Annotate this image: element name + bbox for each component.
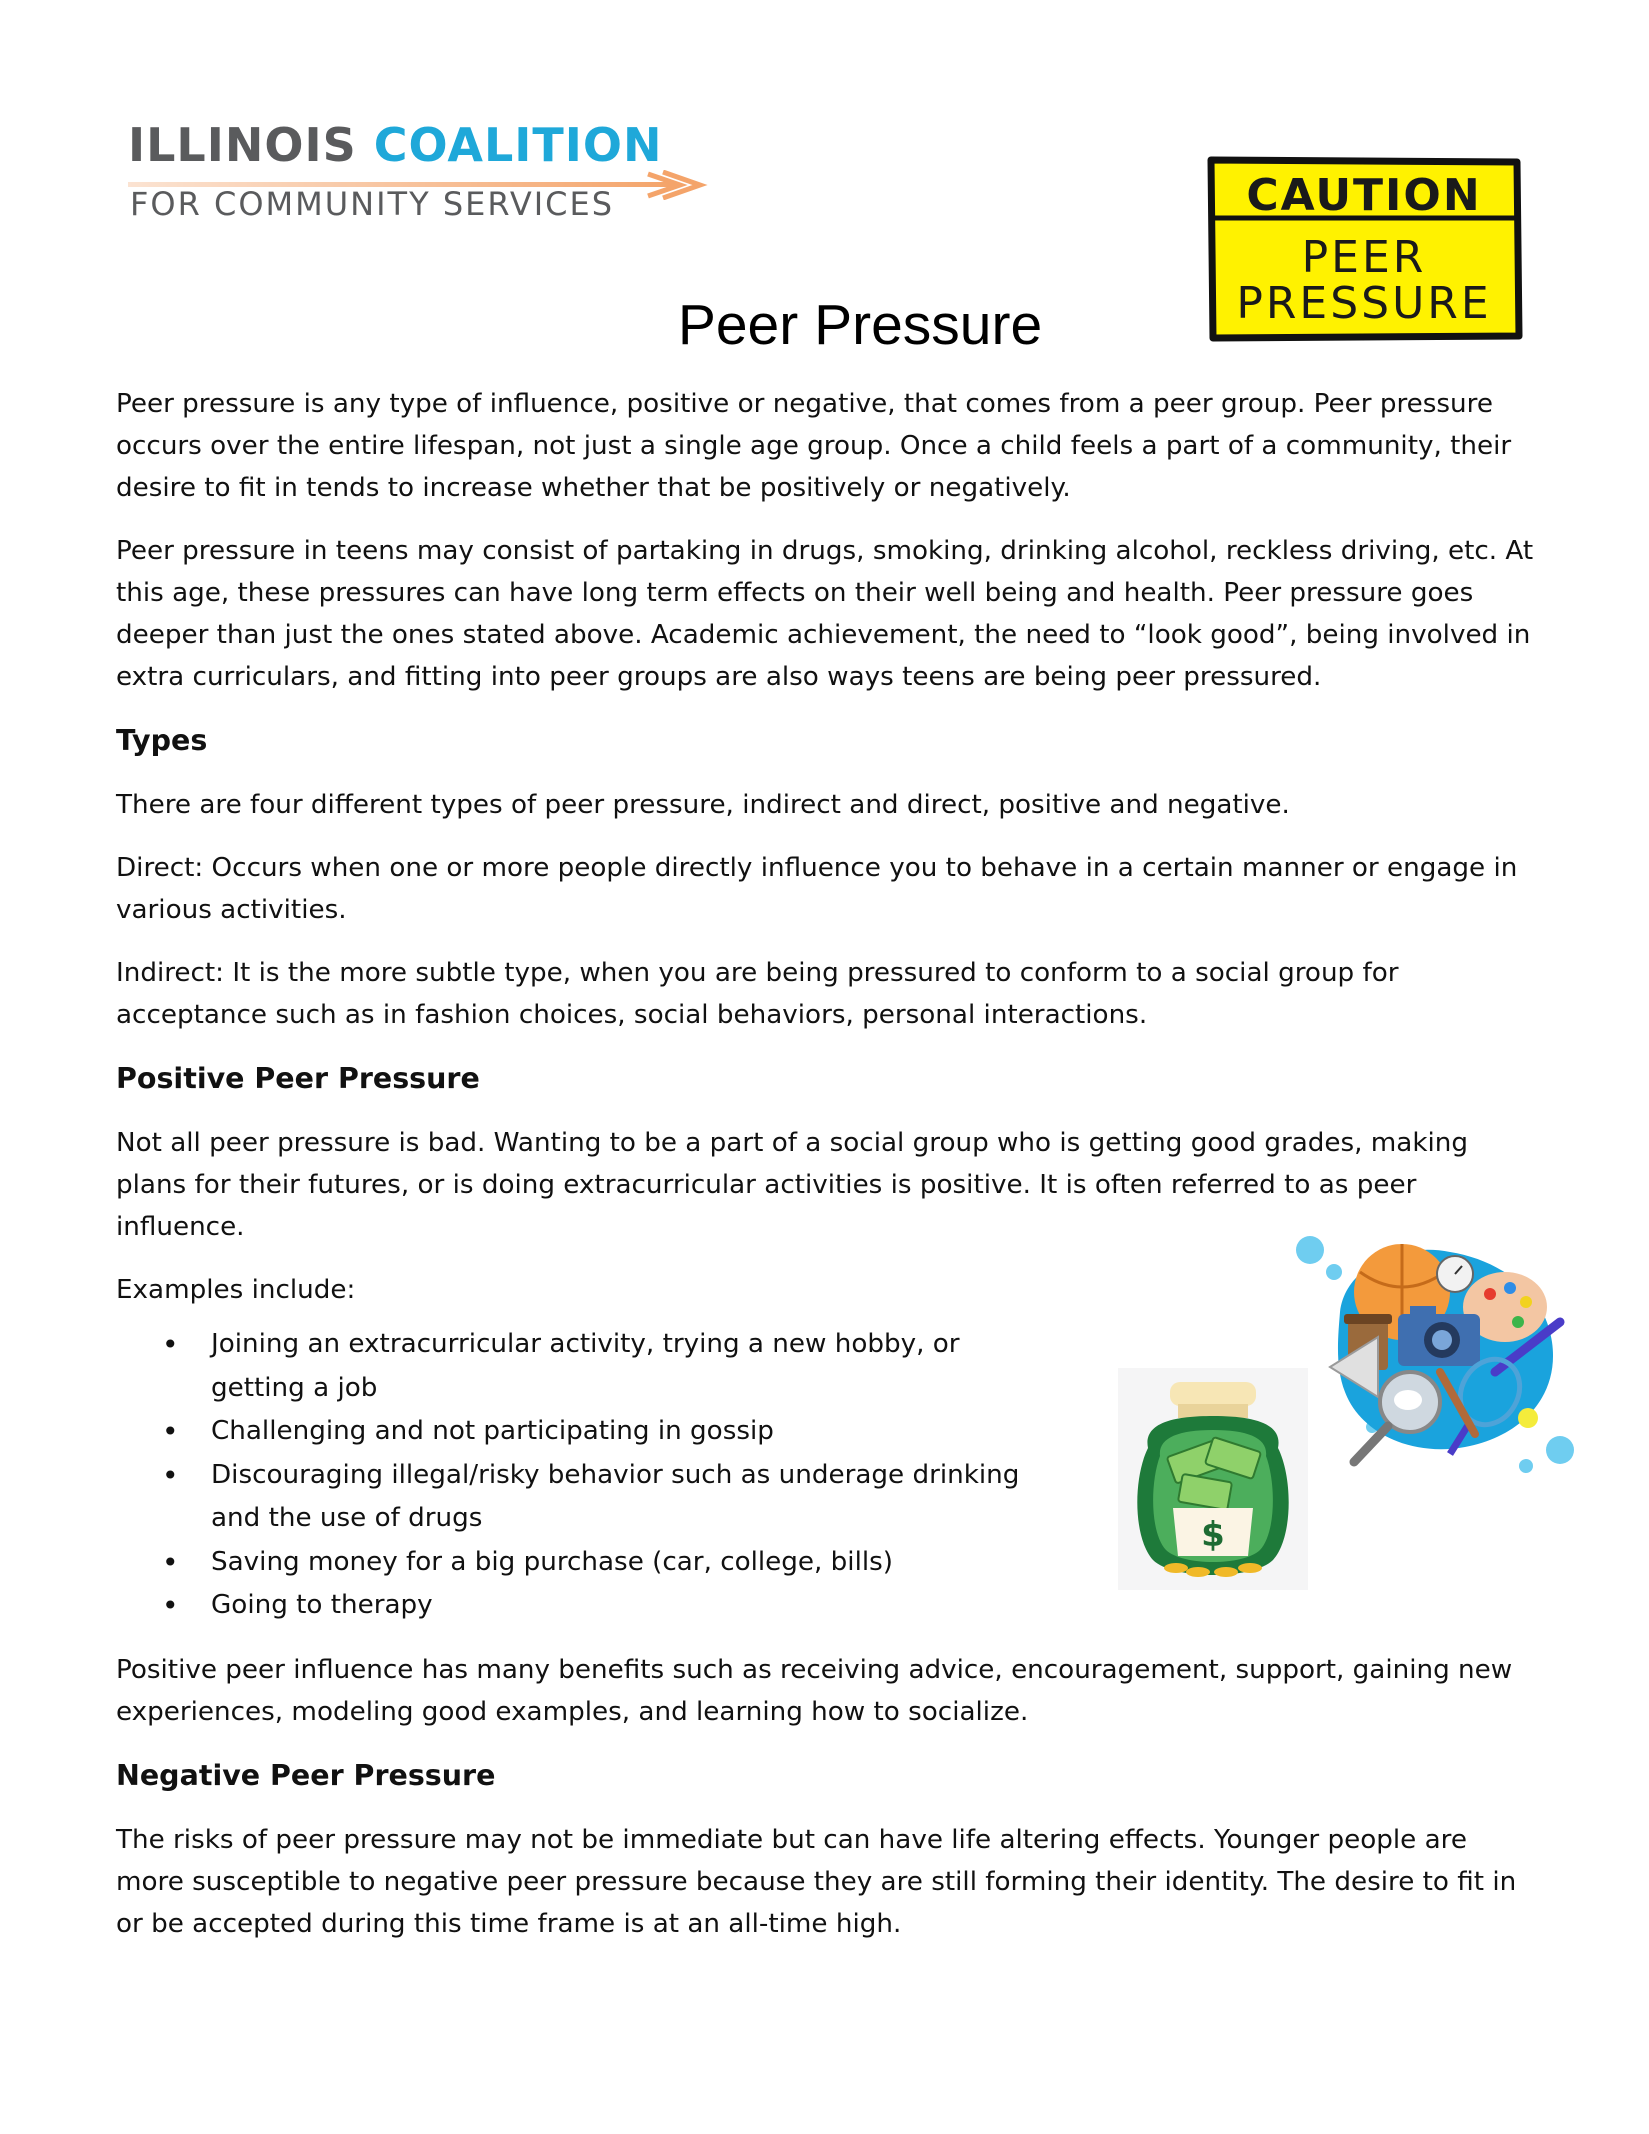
page-title: Peer Pressure (677, 293, 1043, 357)
list-item: • Going to therapy (116, 1584, 1046, 1628)
intro-paragraph: Peer pressure is any type of influence, positive or negative, that comes from a peer group. Peer pressure occurs over the entire lifespan, not just a single age group. Once a child feels a part of a community, their desire to fit in tends to increase whether that be positively or negatively. (116, 389, 1512, 503)
money-jar-icon (1118, 1368, 1308, 1590)
list-item: • Challenging and not participating in gossip (116, 1410, 1046, 1454)
section-heading-types: Types (116, 724, 208, 757)
logo-word-coalition: COALITION (373, 118, 663, 172)
examples-label: Examples include: (116, 1275, 356, 1305)
intro-paragraph: Peer pressure in teens may consist of partaking in drugs, smoking, drinking alcohol, reckless driving, etc. At this age, these pressures can have long term effects on their well being and health. Peer pressure goes deeper than just the ones stated above. Academic achievement, the need to “look good”, being involved in extra curriculars, and fitting into peer groups are also ways teens are being peer pressured. (116, 536, 1534, 692)
jar-dollar-sign: $ (1201, 1515, 1225, 1555)
positive-benefits-paragraph: Positive peer influence has many benefits such as receiving advice, encouragement, support, gaining new experiences, modeling good examples, and learning how to socialize. (116, 1654, 1513, 1727)
negative-paragraph: The risks of peer pressure may not be immediate but can have life altering effects. Younger people are more susceptible to negative peer pressure because they are still forming their identity. The desire to fit in or be accepted during this time frame is at an all-time high. (116, 1824, 1517, 1939)
caution-sign-bottom: PRESSURE (1236, 278, 1492, 329)
caution-sign-middle: PEER (1301, 232, 1427, 283)
section-heading-positive: Positive Peer Pressure (116, 1062, 480, 1095)
list-item: • Discouraging illegal/risky behavior such as underage drinking and the use of drugs (116, 1454, 1046, 1541)
caution-sign-top: CAUTION (1246, 170, 1482, 221)
types-paragraph: Indirect: It is the more subtle type, when you are being pressured to conform to a social group for acceptance such as in fashion choices, social behaviors, personal interactions. (116, 958, 1399, 1030)
logo-word-illinois: ILLINOIS (128, 118, 357, 172)
organization-logo (128, 118, 728, 228)
section-heading-negative: Negative Peer Pressure (116, 1758, 496, 1792)
money-jar-illustration (1118, 1368, 1308, 1590)
document-body (116, 383, 1536, 1966)
list-item: • Saving money for a big purchase (car, college, bills) (116, 1541, 1046, 1585)
logo-title (128, 118, 662, 172)
positive-paragraph: Not all peer pressure is bad. Wanting to be a part of a social group who is getting good grades, making plans for their futures, or is doing extracurricular activities is positive. It is often referred to as peer influence. (116, 1128, 1469, 1242)
types-paragraph: There are four different types of peer pressure, indirect and direct, positive and negative. (116, 790, 1290, 820)
hobbies-illustration (1290, 1222, 1580, 1482)
logo-subtitle: FOR COMMUNITY SERVICES (130, 185, 615, 223)
types-paragraph: Direct: Occurs when one or more people directly influence you to behave in a certain manner or engage in various activities. (116, 853, 1518, 925)
examples-list (116, 1323, 1046, 1628)
list-item: • Joining an extracurricular activity, trying a new hobby, or getting a job (116, 1323, 1046, 1410)
